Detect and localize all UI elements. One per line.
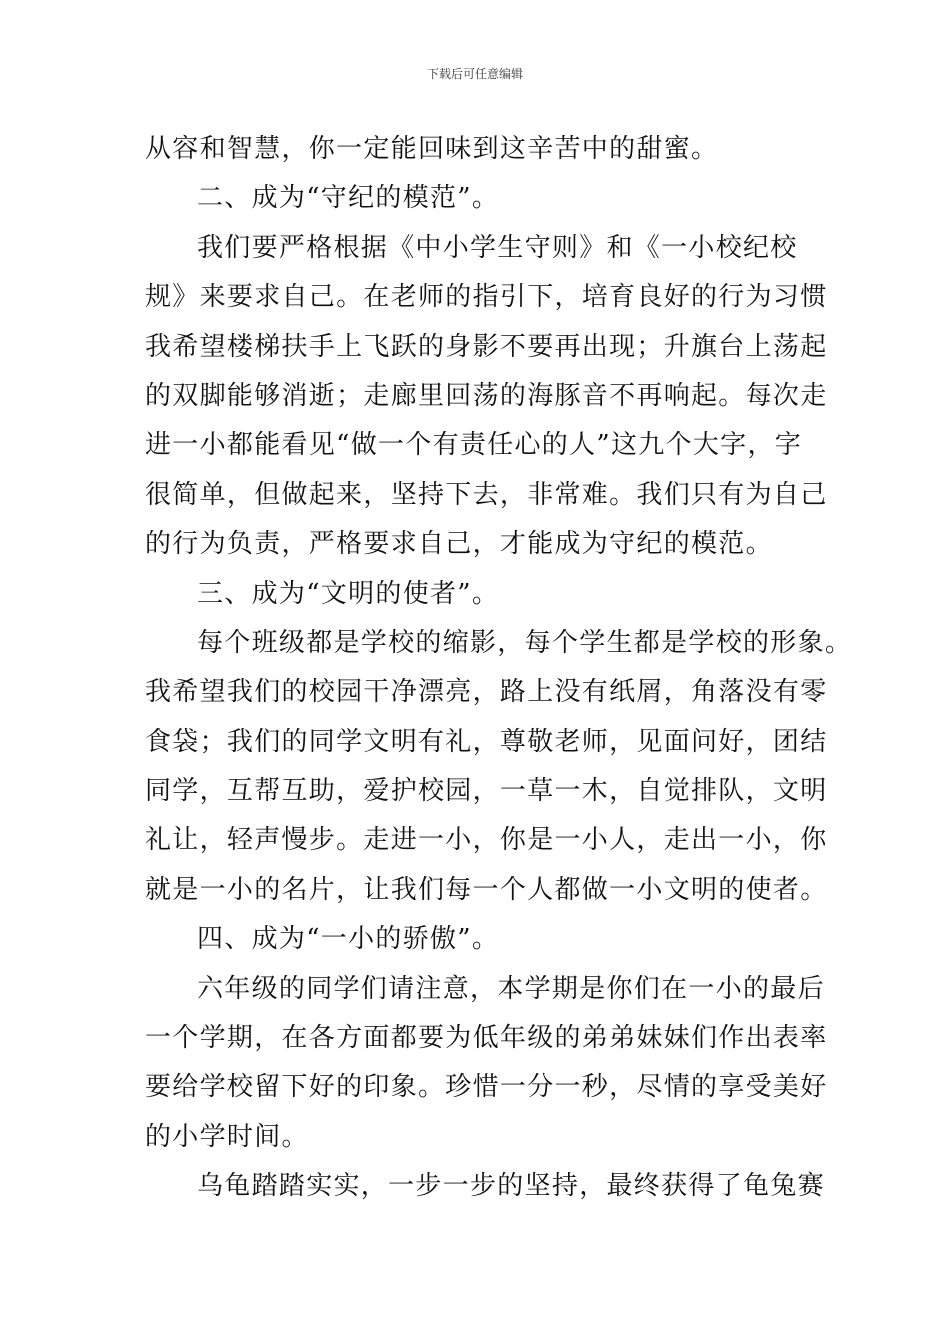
text-line-19: 一个学期，在各方面都要为低年级的弟弟妹妹们作出表率 — [145, 1023, 828, 1054]
text-line-15: 礼让，轻声慢步。走进一小，你是一小人，走出一小，你 — [145, 825, 828, 856]
text-line-13: 食袋；我们的同学文明有礼，尊敬老师，见面问好，团结 — [145, 726, 828, 757]
text-line-22: 乌龟踏踏实实，一步一步的坚持，最终获得了龟兔赛 — [197, 1171, 825, 1202]
text-line-11: 每个班级都是学校的缩影，每个学生都是学校的形象。 — [197, 627, 853, 658]
text-line-1: 从容和智慧，你一定能回味到这辛苦中的甜蜜。 — [145, 134, 719, 164]
text-line-20: 要给学校留下好的印象。珍惜一分一秒，尽情的享受美好 — [145, 1072, 828, 1103]
page-header: 下载后可任意编辑 — [426, 67, 523, 81]
text-line-3: 我们要严格根据《中小学生守则》和《一小校纪校 — [197, 232, 798, 263]
text-line-4: 规》来要求自己。在老师的指引下，培育良好的行为习惯 — [145, 282, 828, 313]
document-body — [145, 125, 853, 1212]
text-line-12: 我希望我们的校园干净漂亮，路上没有纸屑，角落没有零 — [145, 677, 828, 708]
section-heading-4: 四、成为“一小的骄傲”。 — [197, 924, 500, 955]
section-heading-3: 三、成为“文明的使者”。 — [197, 578, 500, 609]
text-line-5: 我希望楼梯扶手上飞跃的身影不要再出现；升旗台上荡起 — [145, 331, 828, 362]
text-line-7: 进一小都能看见“做一个有责任心的人”这九个大字，字 — [145, 430, 803, 461]
text-line-6: 的双脚能够消逝；走廊里回荡的海豚音不再响起。每次走 — [145, 380, 828, 411]
text-line-14: 同学，互帮互助，爱护校园，一草一木，自觉排队，文明 — [145, 776, 828, 807]
text-line-18: 六年级的同学们请注意，本学期是你们在一小的最后 — [197, 973, 825, 1004]
text-line-21: 的小学时间。 — [145, 1121, 309, 1152]
text-line-9: 的行为负责，严格要求自己，才能成为守纪的模范。 — [145, 529, 773, 560]
text-line-16: 就是一小的名片，让我们每一个人都做一小文明的使者。 — [145, 874, 828, 905]
text-line-8: 很简单，但做起来，坚持下去，非常难。我们只有为自己 — [145, 479, 828, 510]
section-heading-2: 二、成为“守纪的模范”。 — [197, 183, 500, 214]
